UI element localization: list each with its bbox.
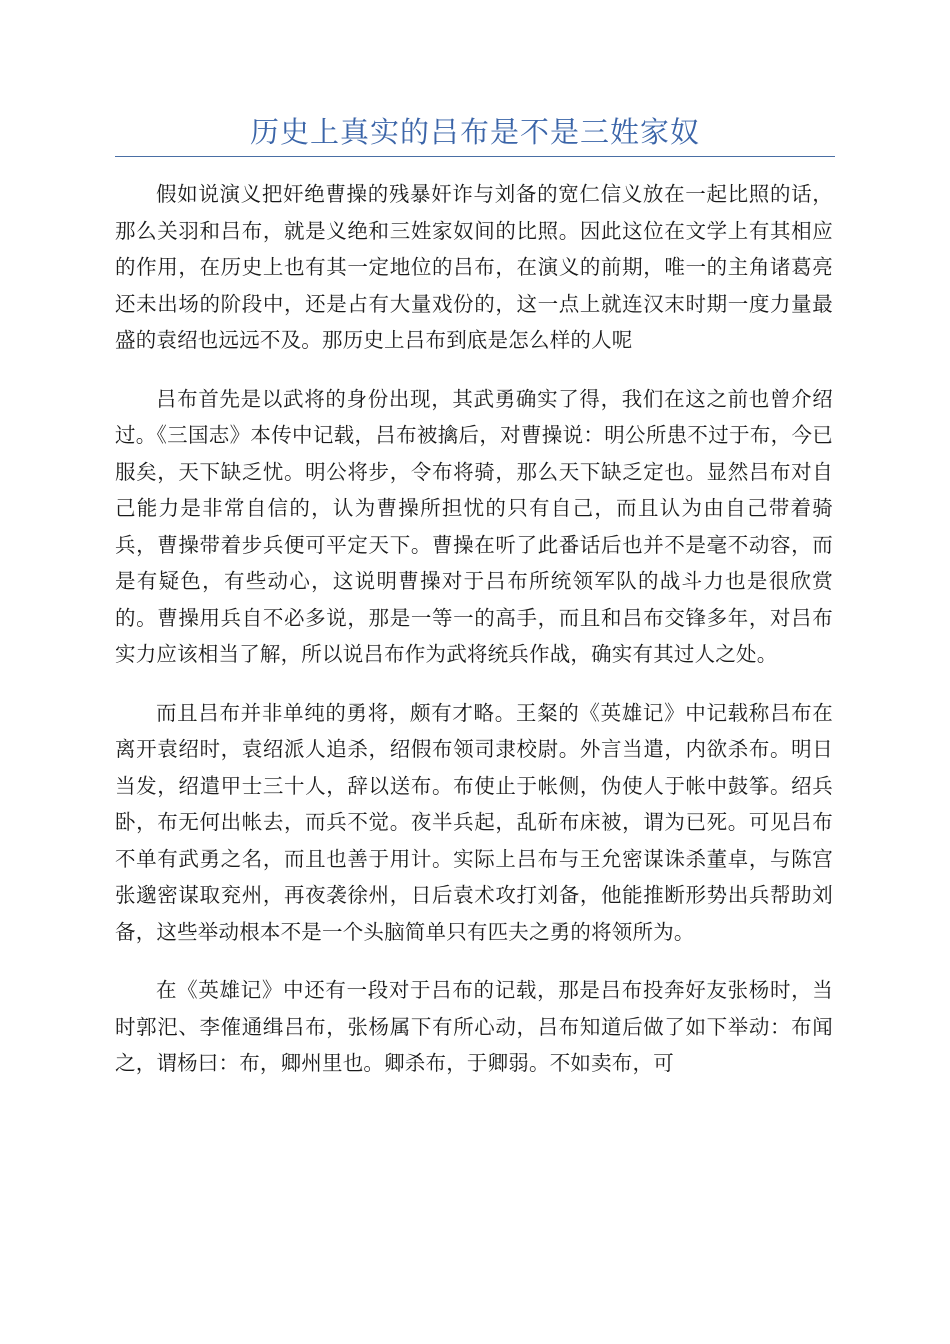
paragraph: 假如说演义把奸绝曹操的残暴奸诈与刘备的宽仁信义放在一起比照的话，那么关羽和吕布，就是义绝和三姓家奴间的比照。因此这位在文学上有其相应的作用，在历史上也有其一定地位的吕布，在演义的前期，唯一的主角诸葛亮还未出场的阶段中，还是占有大量戏份的，这一点上就连汉末时期一度力量最盛的袁绍也远远不及。那历史上吕布到底是怎么样的人呢: [115, 182, 833, 352]
paragraph: 吕布首先是以武将的身份出现，其武勇确实了得，我们在这之前也曾介绍过。《三国志》本传中记载，吕布被擒后，对曹操说：明公所患不过于布，今已服矣，天下缺乏忧。明公将步，令布将骑，那么天下缺乏定也。显然吕布对自己能力是非常自信的，认为曹操所担忧的只有自己，而且认为由自己带着骑兵，曹操带着步兵便可平定天下。曹操在听了此番话后也并不是毫不动容，而是有疑色，有些动心，这说明曹操对于吕布所统领军队的战斗力也是很欣赏的。曹操用兵自不必多说，那是一等一的高手，而且和吕布交锋多年，对吕布实力应该相当了解，所以说吕布作为武将统兵作战，确实有其过人之处。: [115, 386, 833, 666]
paragraph: 而且吕布并非单纯的勇将，颇有才略。王粲的《英雄记》中记载称吕布在离开袁绍时，袁绍派人追杀，绍假布领司隶校尉。外言当遣，内欲杀布。明日当发，绍遣甲士三十人，辞以送布。布使止于帐侧，伪使人于帐中鼓筝。绍兵卧，布无何出帐去，而兵不觉。夜半兵起，乱斫布床被，谓为已死。可见吕布不单有武勇之名，而且也善于用计。实际上吕布与王允密谋诛杀董卓，与陈宫张邈密谋取兖州，再夜袭徐州，日后袁术攻打刘备，他能推断形势出兵帮助刘备，这些举动根本不是一个头脑简单只有匹夫之勇的将领所为。: [115, 700, 833, 944]
article-body: [115, 176, 833, 1104]
title-block: [115, 112, 835, 157]
page-title: 历史上真实的吕布是不是三姓家奴: [249, 115, 700, 149]
paragraph: 在《英雄记》中还有一段对于吕布的记载，那是吕布投奔好友张杨时，当时郭汜、李傕通缉吕布，张杨属下有所心动，吕布知道后做了如下举动：布闻之，谓杨曰：布，卿州里也。卿杀布，于卿弱。不如卖布，可: [115, 978, 833, 1075]
